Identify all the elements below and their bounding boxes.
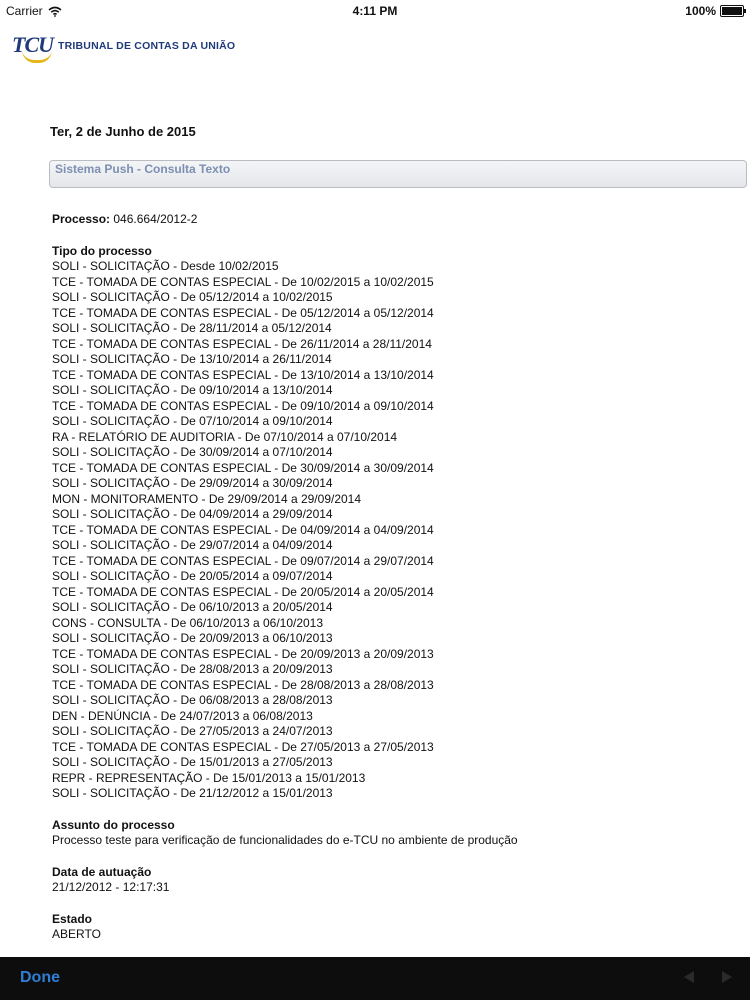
- bottom-toolbar: [0, 957, 750, 1000]
- estado-section: [52, 912, 732, 943]
- assunto-label: Assunto do processo: [52, 817, 175, 832]
- tipo-item: TCE - TOMADA DE CONTAS ESPECIAL - De 26/11/2014 a 28/11/2014: [52, 336, 432, 351]
- system-panel: [49, 160, 747, 188]
- tipo-item: TCE - TOMADA DE CONTAS ESPECIAL - De 04/09/2014 a 04/09/2014: [52, 522, 434, 537]
- tipo-list: [52, 259, 732, 802]
- tipo-label: Tipo do processo: [52, 243, 152, 258]
- tipo-item: SOLI - SOLICITAÇÃO - De 06/08/2013 a 28/08/2013: [52, 693, 333, 707]
- logo-text: TRIBUNAL DE CONTAS DA UNIÃO: [58, 40, 236, 52]
- assunto-value: Processo teste para verificação de funcionalidades do e-TCU no ambiente de produção: [52, 833, 518, 847]
- tipo-item: SOLI - SOLICITAÇÃO - De 29/09/2014 a 30/09/2014: [52, 476, 333, 490]
- processo-label: Processo:: [52, 212, 111, 226]
- carrier-label: Carrier: [6, 4, 43, 18]
- tipo-item: TCE - TOMADA DE CONTAS ESPECIAL - De 20/05/2014 a 20/05/2014: [52, 584, 434, 599]
- tipo-item: TCE - TOMADA DE CONTAS ESPECIAL - De 27/05/2013 a 27/05/2013: [52, 739, 434, 754]
- assunto-section: [52, 818, 732, 849]
- battery-percent: 100%: [685, 4, 716, 18]
- tipo-item: SOLI - SOLICITAÇÃO - De 30/09/2014 a 07/10/2014: [52, 445, 333, 459]
- tipo-item: SOLI - SOLICITAÇÃO - De 05/12/2014 a 10/02/2015: [52, 290, 333, 304]
- tipo-item: SOLI - SOLICITAÇÃO - De 28/08/2013 a 20/09/2013: [52, 662, 333, 676]
- tipo-section: [52, 244, 732, 802]
- done-button[interactable]: Done: [20, 969, 60, 986]
- processo-section: [52, 212, 732, 228]
- status-time: 4:11 PM: [352, 4, 398, 18]
- tipo-item: SOLI - SOLICITAÇÃO - De 21/12/2012 a 15/01/2013: [52, 786, 333, 800]
- autuacao-label: Data de autuação: [52, 864, 152, 879]
- tcu-logo-mark: [12, 30, 54, 62]
- tipo-item: TCE - TOMADA DE CONTAS ESPECIAL - De 30/09/2014 a 30/09/2014: [52, 460, 434, 475]
- estado-value: ABERTO: [52, 927, 101, 941]
- tipo-item: SOLI - SOLICITAÇÃO - De 13/10/2014 a 26/11/2014: [52, 352, 332, 366]
- tipo-item: SOLI - SOLICITAÇÃO - De 28/11/2014 a 05/12/2014: [52, 321, 332, 335]
- tipo-item: SOLI - SOLICITAÇÃO - De 20/09/2013 a 06/10/2013: [52, 631, 333, 645]
- tipo-item: TCE - TOMADA DE CONTAS ESPECIAL - De 13/10/2014 a 13/10/2014: [52, 367, 434, 382]
- tipo-item: SOLI - SOLICITAÇÃO - De 27/05/2013 a 24/07/2013: [52, 724, 333, 738]
- battery-icon: [720, 5, 744, 17]
- tipo-item: MON - MONITORAMENTO - De 29/09/2014 a 29/09/2014: [52, 491, 362, 506]
- report-date: Ter, 2 de Junho de 2015: [50, 124, 196, 139]
- nav-arrows: [684, 971, 732, 983]
- previous-arrow-icon[interactable]: [684, 971, 694, 983]
- tipo-item: SOLI - SOLICITAÇÃO - Desde 10/02/2015: [52, 259, 279, 273]
- logo-letters: TCU: [12, 32, 53, 57]
- process-details: [52, 212, 732, 959]
- tipo-item: TCE - TOMADA DE CONTAS ESPECIAL - De 05/12/2014 a 05/12/2014: [52, 305, 434, 320]
- panel-title: Sistema Push - Consulta Texto: [55, 162, 231, 176]
- processo-value: 046.664/2012-2: [110, 212, 198, 226]
- tipo-item: REPR - REPRESENTAÇÃO - De 15/01/2013 a 15/01/2013: [52, 770, 366, 785]
- tipo-item: SOLI - SOLICITAÇÃO - De 06/10/2013 a 20/05/2014: [52, 600, 333, 614]
- tipo-item: SOLI - SOLICITAÇÃO - De 15/01/2013 a 27/05/2013: [52, 755, 333, 769]
- tipo-item: SOLI - SOLICITAÇÃO - De 09/10/2014 a 13/10/2014: [52, 383, 333, 397]
- logo-arc: [22, 50, 52, 63]
- estado-label: Estado: [52, 911, 93, 926]
- tipo-item: TCE - TOMADA DE CONTAS ESPECIAL - De 20/09/2013 a 20/09/2013: [52, 646, 434, 661]
- autuacao-section: [52, 865, 732, 896]
- next-arrow-icon[interactable]: [722, 971, 732, 983]
- status-bar: [0, 0, 750, 22]
- autuacao-value: 21/12/2012 - 12:17:31: [52, 880, 170, 894]
- status-right: [685, 4, 744, 18]
- tipo-item: TCE - TOMADA DE CONTAS ESPECIAL - De 28/08/2013 a 28/08/2013: [52, 677, 434, 692]
- tcu-logo: [12, 30, 235, 62]
- tipo-item: SOLI - SOLICITAÇÃO - De 20/05/2014 a 09/07/2014: [52, 569, 333, 583]
- tipo-item: TCE - TOMADA DE CONTAS ESPECIAL - De 10/02/2015 a 10/02/2015: [52, 274, 434, 289]
- tipo-item: DEN - DENÚNCIA - De 24/07/2013 a 06/08/2013: [52, 708, 313, 723]
- tipo-item: CONS - CONSULTA - De 06/10/2013 a 06/10/2013: [52, 615, 324, 630]
- tipo-item: RA - RELATÓRIO DE AUDITORIA - De 07/10/2014 a 07/10/2014: [52, 429, 398, 444]
- tipo-item: SOLI - SOLICITAÇÃO - De 29/07/2014 a 04/09/2014: [52, 538, 333, 552]
- tipo-item: SOLI - SOLICITAÇÃO - De 07/10/2014 a 09/10/2014: [52, 414, 333, 428]
- tipo-item: TCE - TOMADA DE CONTAS ESPECIAL - De 09/07/2014 a 29/07/2014: [52, 553, 434, 568]
- tipo-item: TCE - TOMADA DE CONTAS ESPECIAL - De 09/10/2014 a 09/10/2014: [52, 398, 434, 413]
- tipo-item: SOLI - SOLICITAÇÃO - De 04/09/2014 a 29/09/2014: [52, 507, 333, 521]
